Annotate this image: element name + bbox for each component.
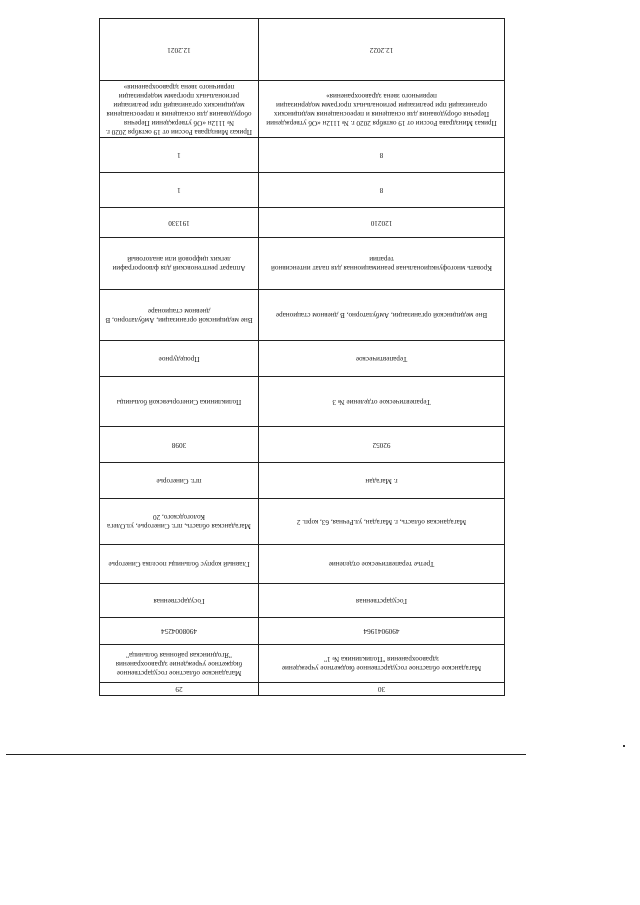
equipment-name-cell: Кровать многофункциональная реанимационная для палат интенсивной терапии bbox=[259, 238, 505, 290]
inn-cell: 4908004254 bbox=[100, 618, 259, 645]
quantity-cell: 1 bbox=[100, 173, 259, 208]
rotated-scanned-table-block bbox=[100, 42, 505, 696]
table-row bbox=[100, 463, 505, 499]
equipment-code-cell: 120210 bbox=[259, 208, 505, 238]
care-conditions-cell: Вне медицинской организации, Амбулаторно, В дневном стационаре bbox=[259, 290, 505, 341]
table-row bbox=[100, 683, 505, 696]
table-row bbox=[100, 81, 505, 138]
department-cell: Поликлиника Синегорьевской больницы bbox=[100, 377, 259, 427]
population-cell: 92052 bbox=[259, 427, 505, 463]
table-row bbox=[100, 618, 505, 645]
delivery-date-cell: 12.2022 bbox=[259, 19, 505, 81]
locality-cell: пгт. Синегорье bbox=[100, 463, 259, 499]
organization-name-cell: Магаданское областное государственное бюджетное учреждение здравоохранения "Поликлиника № 1" bbox=[259, 645, 505, 683]
table-row bbox=[100, 341, 505, 377]
table-row bbox=[100, 290, 505, 341]
equipment-table bbox=[99, 18, 505, 696]
table-row bbox=[100, 645, 505, 683]
subdivision-cell: Главный корпус больницы поселка Синегорье bbox=[100, 545, 259, 584]
table-row bbox=[100, 377, 505, 427]
row-number-cell: 29 bbox=[100, 683, 259, 696]
address-cell: Магаданская область, г. Магадан, ул.Речная, 63, корп. 2 bbox=[259, 499, 505, 545]
table-row bbox=[100, 584, 505, 618]
organization-name-cell: Магаданское областное государственное бюджетное учреждение здравоохранения "Ягоднинская районная больница" bbox=[100, 645, 259, 683]
table-row bbox=[100, 19, 505, 81]
department-cell: Терапевтическое отделение № 3 bbox=[259, 377, 505, 427]
subdivision-cell: Третье терапевтическое отделение bbox=[259, 545, 505, 584]
scan-speck bbox=[623, 745, 625, 747]
table-row bbox=[100, 427, 505, 463]
row-number-cell: 30 bbox=[259, 683, 505, 696]
table-row bbox=[100, 499, 505, 545]
equipment-name-cell: Аппарат рентгеновский для флюорографии легких цифровой или аналоговый bbox=[100, 238, 259, 290]
profile-cell: Терапевтическое bbox=[259, 341, 505, 377]
inn-cell: 4909041964 bbox=[259, 618, 505, 645]
profile-cell: Процедурное bbox=[100, 341, 259, 377]
table-row bbox=[100, 238, 505, 290]
table-row bbox=[100, 138, 505, 173]
horizontal-rule bbox=[6, 754, 526, 755]
delivery-date-cell: 12.2021 bbox=[100, 19, 259, 81]
table-row bbox=[100, 173, 505, 208]
table-row bbox=[100, 208, 505, 238]
equipment-code-cell: 191330 bbox=[100, 208, 259, 238]
table-row bbox=[100, 545, 505, 584]
address-cell: Магаданская область, пгт. Синегорье, ул.Олега Кологодского, 20 bbox=[100, 499, 259, 545]
care-conditions-cell: Вне медицинской организации, Амбулаторно, В дневном стационаре bbox=[100, 290, 259, 341]
ownership-form-cell: Государственная bbox=[100, 584, 259, 618]
population-cell: 3098 bbox=[100, 427, 259, 463]
quantity-cell: 8 bbox=[259, 138, 505, 173]
legal-basis-cell: Приказ Минздрава России от 19 октября 2020 г. № 1112н «Об утверждении Перечня оборудования для оснащения и переоснащения медицинских организаций при реализации региональных программ модернизации первичного звена здравоохранения» bbox=[259, 81, 505, 138]
quantity-cell: 1 bbox=[100, 138, 259, 173]
legal-basis-cell: Приказ Минздрава России от 19 октября 2020 г. № 1112н «Об утверждении Перечня оборудования для оснащения и переоснащения медицинских организаций при реализации региональных программ модернизации первичного звена здравоохранения» bbox=[100, 81, 259, 138]
quantity-cell: 8 bbox=[259, 173, 505, 208]
ownership-form-cell: Государственная bbox=[259, 584, 505, 618]
locality-cell: г. Магадан bbox=[259, 463, 505, 499]
